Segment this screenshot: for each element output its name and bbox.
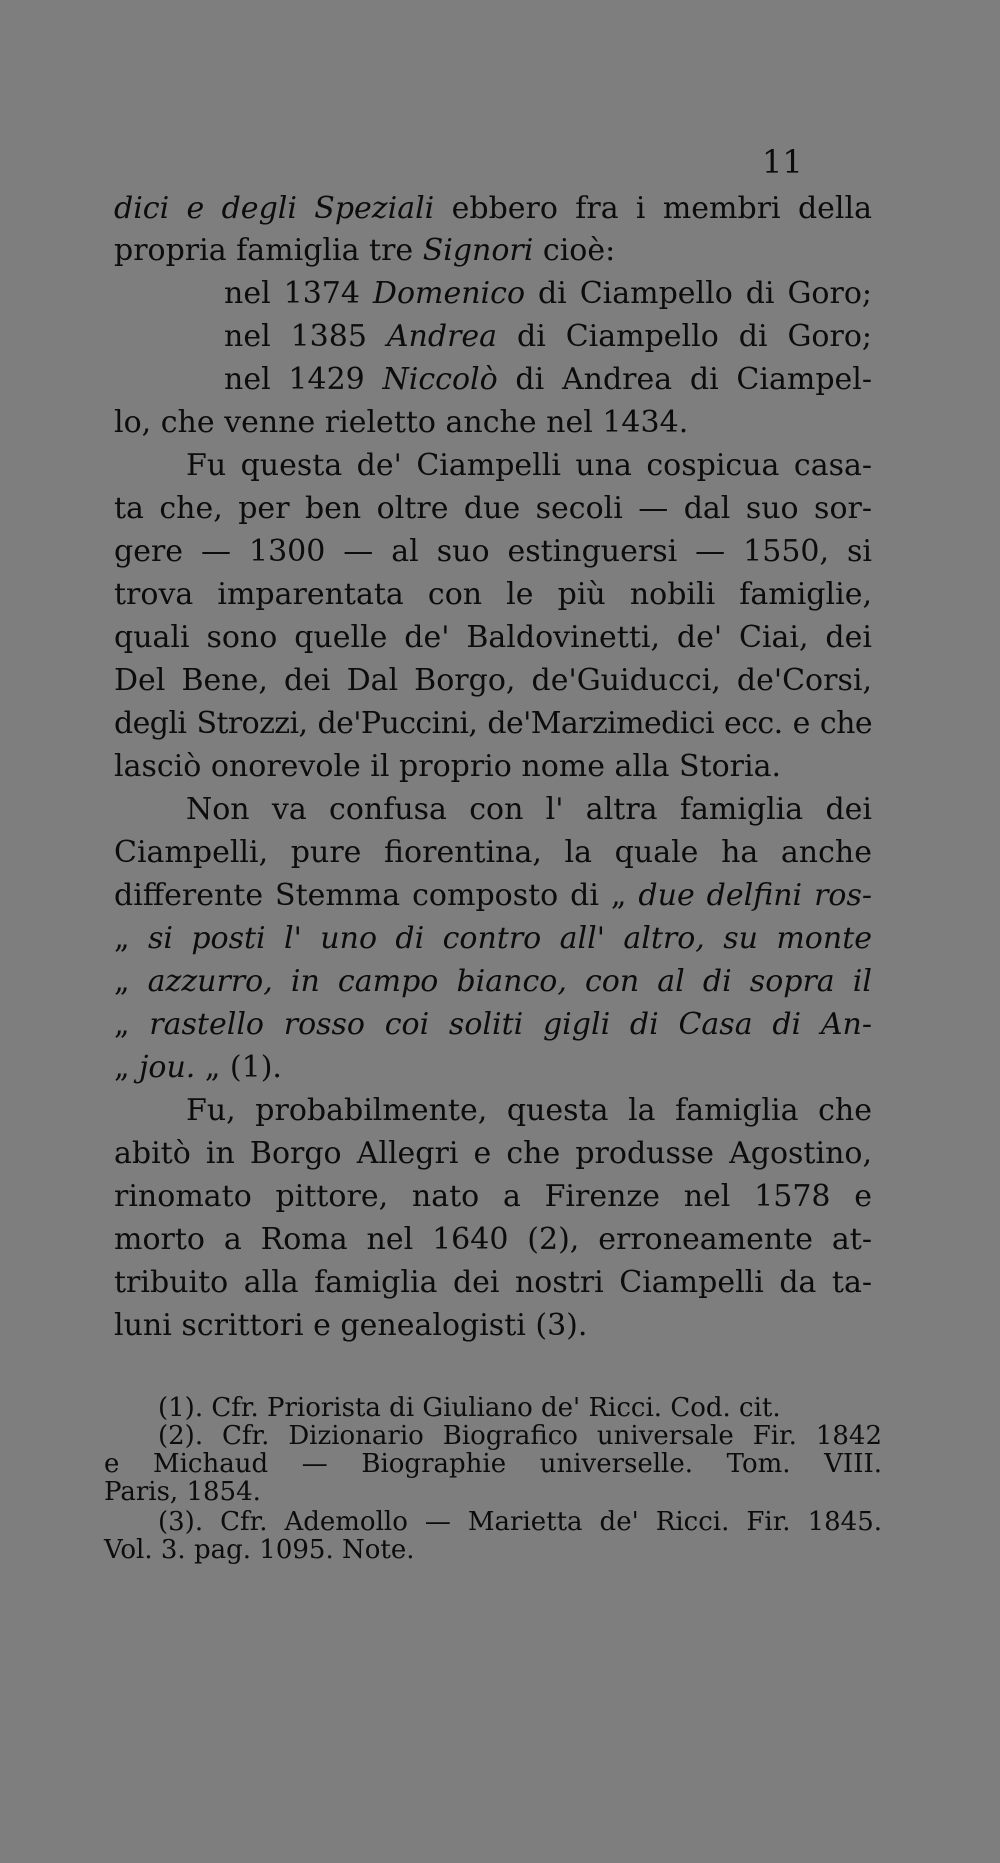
- text-span: cioè:: [533, 233, 616, 268]
- footnote-line: (3). Cfr. Ademollo — Marietta de' Ricci. Fir. 1845.: [158, 1507, 882, 1537]
- text-span: differente Stemma composto di „: [114, 878, 639, 913]
- text-span: „: [114, 1007, 150, 1042]
- text-span: di Ciampello di Goro;: [497, 319, 873, 354]
- italic-text: rastello rosso coi soliti gigli di Casa di An-: [149, 1007, 873, 1042]
- text-span: di Andrea di Ciampel-: [497, 362, 873, 397]
- text-line: [114, 918, 872, 960]
- text-line: [114, 1004, 872, 1046]
- text-line: abitò in Borgo Allegri e che produsse Agostino,: [114, 1136, 872, 1171]
- footnote-line: (2). Cfr. Dizionario Biografico universale Fir. 1842: [158, 1421, 882, 1451]
- text-line: [224, 273, 872, 315]
- footnote-line: Vol. 3. pag. 1095. Note.: [104, 1535, 415, 1565]
- text-span: di Ciampello di Goro;: [525, 276, 872, 311]
- text-line: degli Strozzi, de'Puccini, de'Marzimedici ecc. e che: [114, 706, 872, 741]
- footnote-line: Paris, 1854.: [104, 1477, 261, 1507]
- text-line: rinomato pittore, nato a Firenze nel 1578 e: [114, 1179, 872, 1214]
- text-line: tribuito alla famiglia dei nostri Ciampelli da ta-: [114, 1265, 872, 1300]
- text-line: Fu questa de' Ciampelli una cospicua casa-: [186, 448, 872, 483]
- text-line: lo, che venne rieletto anche nel 1434.: [114, 405, 689, 440]
- text-line: morto a Roma nel 1640 (2), erroneamente at-: [114, 1222, 872, 1257]
- italic-text: azzurro, in campo bianco, con al di sopra il: [147, 964, 873, 999]
- text-line: Del Bene, dei Dal Borgo, de'Guiducci, de'Corsi,: [114, 663, 872, 698]
- text-line: [114, 961, 872, 1003]
- text-line: quali sono quelle de' Baldovinetti, de' Ciai, dei: [114, 620, 872, 655]
- page-number: 11: [762, 143, 803, 181]
- text-span: nel 1429: [224, 362, 383, 397]
- text-line: [224, 359, 872, 401]
- text-line: [114, 230, 872, 272]
- text-line: lasciò onorevole il proprio nome alla Storia.: [114, 749, 782, 784]
- italic-text: jou.: [139, 1050, 196, 1085]
- text-line: Fu, probabilmente, questa la famiglia che: [186, 1093, 872, 1128]
- text-line: [114, 188, 872, 230]
- text-line: luni scrittori e genealogisti (3).: [114, 1308, 588, 1343]
- italic-text: dici e degli Speziali: [114, 191, 435, 226]
- text-span: „: [114, 1050, 140, 1085]
- footnote-line: (1). Cfr. Priorista di Giuliano de' Ricci. Cod. cit.: [158, 1393, 781, 1423]
- text-line: trova imparentata con le più nobili famiglie,: [114, 577, 872, 612]
- italic-text: due delfini ros-: [638, 878, 873, 913]
- text-span: nel 1385: [224, 319, 387, 354]
- text-line: Non va confusa con l' altra famiglia dei: [186, 792, 872, 827]
- text-span: „: [114, 921, 148, 956]
- text-line: [224, 316, 872, 358]
- text-line: [114, 1047, 872, 1089]
- italic-text: Signori: [422, 233, 534, 268]
- italic-text: Niccolò: [382, 362, 498, 397]
- italic-text: Domenico: [372, 276, 526, 311]
- text-line: [114, 875, 872, 917]
- italic-text: Andrea: [386, 319, 498, 354]
- footnote-line: e Michaud — Biographie universelle. Tom. VIII.: [104, 1449, 882, 1479]
- text-span: ebbero fra i membri della: [434, 191, 872, 226]
- text-line: Ciampelli, pure fiorentina, la quale ha anche: [114, 835, 872, 870]
- text-span: nel 1374: [224, 276, 373, 311]
- text-line: gere — 1300 — al suo estinguersi — 1550, si: [114, 534, 872, 569]
- italic-text: si posti l' uno di contro all' altro, su monte: [147, 921, 872, 956]
- text-span: propria famiglia tre: [114, 233, 423, 268]
- text-span: „ (1).: [195, 1050, 282, 1085]
- text-span: „: [114, 964, 148, 999]
- text-line: ta che, per ben oltre due secoli — dal suo sor-: [114, 491, 872, 526]
